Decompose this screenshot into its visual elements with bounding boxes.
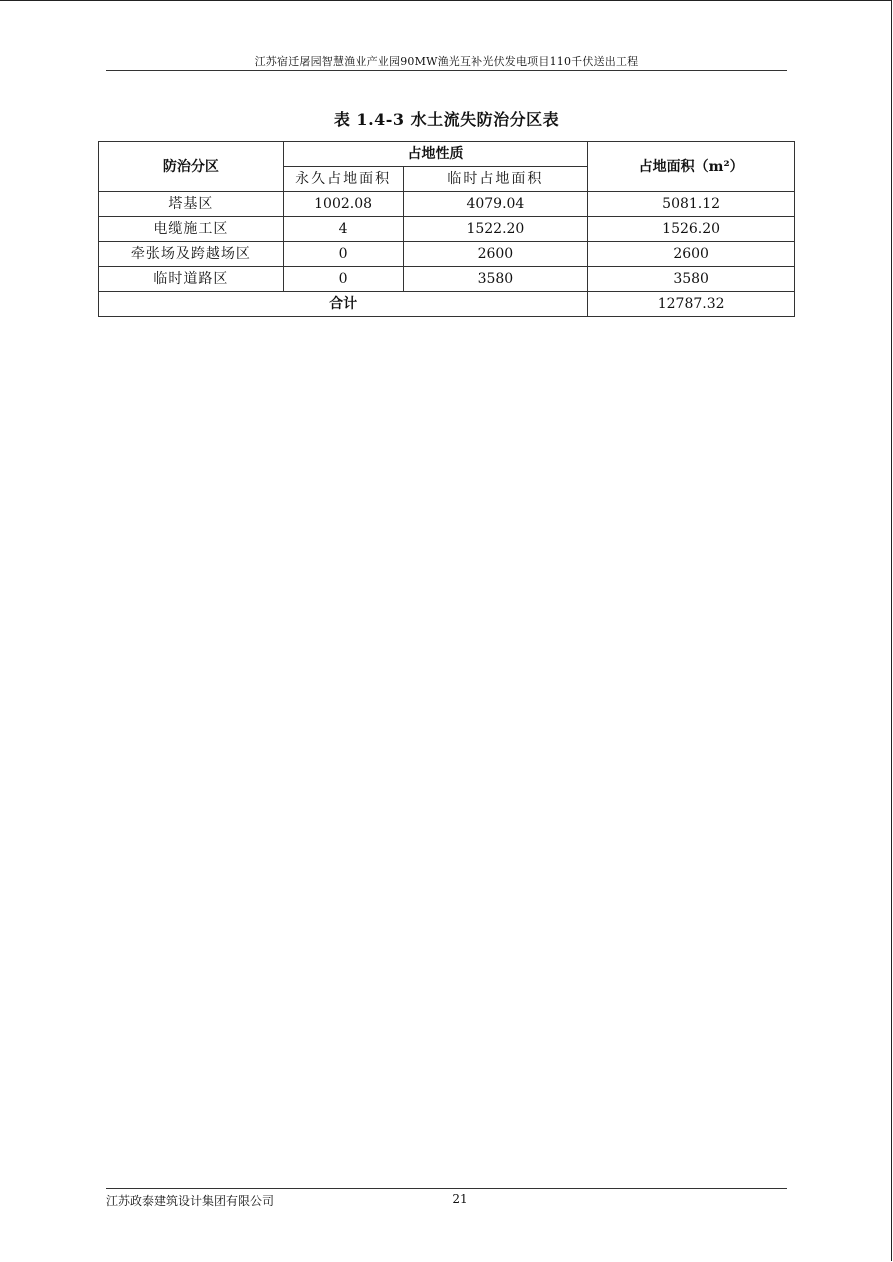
- cell-temporary: 4079.04: [403, 192, 588, 217]
- cell-total-value: 12787.32: [588, 292, 795, 317]
- cell-permanent: 1002.08: [283, 192, 403, 217]
- cell-zone: 牵张场及跨越场区: [99, 242, 284, 267]
- running-header: 江苏宿迁屠园智慧渔业产业园90MW渔光互补光伏发电项目110千伏送出工程: [254, 55, 639, 68]
- cell-permanent: 0: [283, 267, 403, 292]
- cell-zone: 临时道路区: [99, 267, 284, 292]
- cell-permanent: 4: [283, 217, 403, 242]
- cell-area: 3580: [588, 267, 795, 292]
- erosion-control-zone-table: [98, 141, 795, 317]
- table-row: [99, 217, 795, 242]
- cell-total-label: 合计: [99, 292, 588, 317]
- cell-temporary: 3580: [403, 267, 588, 292]
- cell-zone: 塔基区: [99, 192, 284, 217]
- footer-rule: [106, 1188, 787, 1189]
- header-zone: 防治分区: [99, 142, 284, 192]
- cell-zone: 电缆施工区: [99, 217, 284, 242]
- cell-permanent: 0: [283, 242, 403, 267]
- table-header-row: [99, 142, 795, 167]
- table-row: [99, 267, 795, 292]
- cell-temporary: 1522.20: [403, 217, 588, 242]
- footer-company: 江苏政泰建筑设计集团有限公司: [106, 1194, 275, 1208]
- cell-temporary: 2600: [403, 242, 588, 267]
- header-land-nature: 占地性质: [283, 142, 588, 167]
- header-temporary-area: 临时占地面积: [403, 167, 588, 192]
- table-row: [99, 192, 795, 217]
- page-number: 21: [452, 1192, 468, 1206]
- cell-area: 5081.12: [588, 192, 795, 217]
- header-permanent-area: 永久占地面积: [283, 167, 403, 192]
- table-total-row: [99, 292, 795, 317]
- cell-area: 2600: [588, 242, 795, 267]
- table-row: [99, 242, 795, 267]
- cell-area: 1526.20: [588, 217, 795, 242]
- table-caption: 表 1.4-3 水土流失防治分区表: [333, 110, 560, 129]
- header-area: 占地面积（m²）: [588, 142, 795, 192]
- header-rule: [106, 70, 787, 71]
